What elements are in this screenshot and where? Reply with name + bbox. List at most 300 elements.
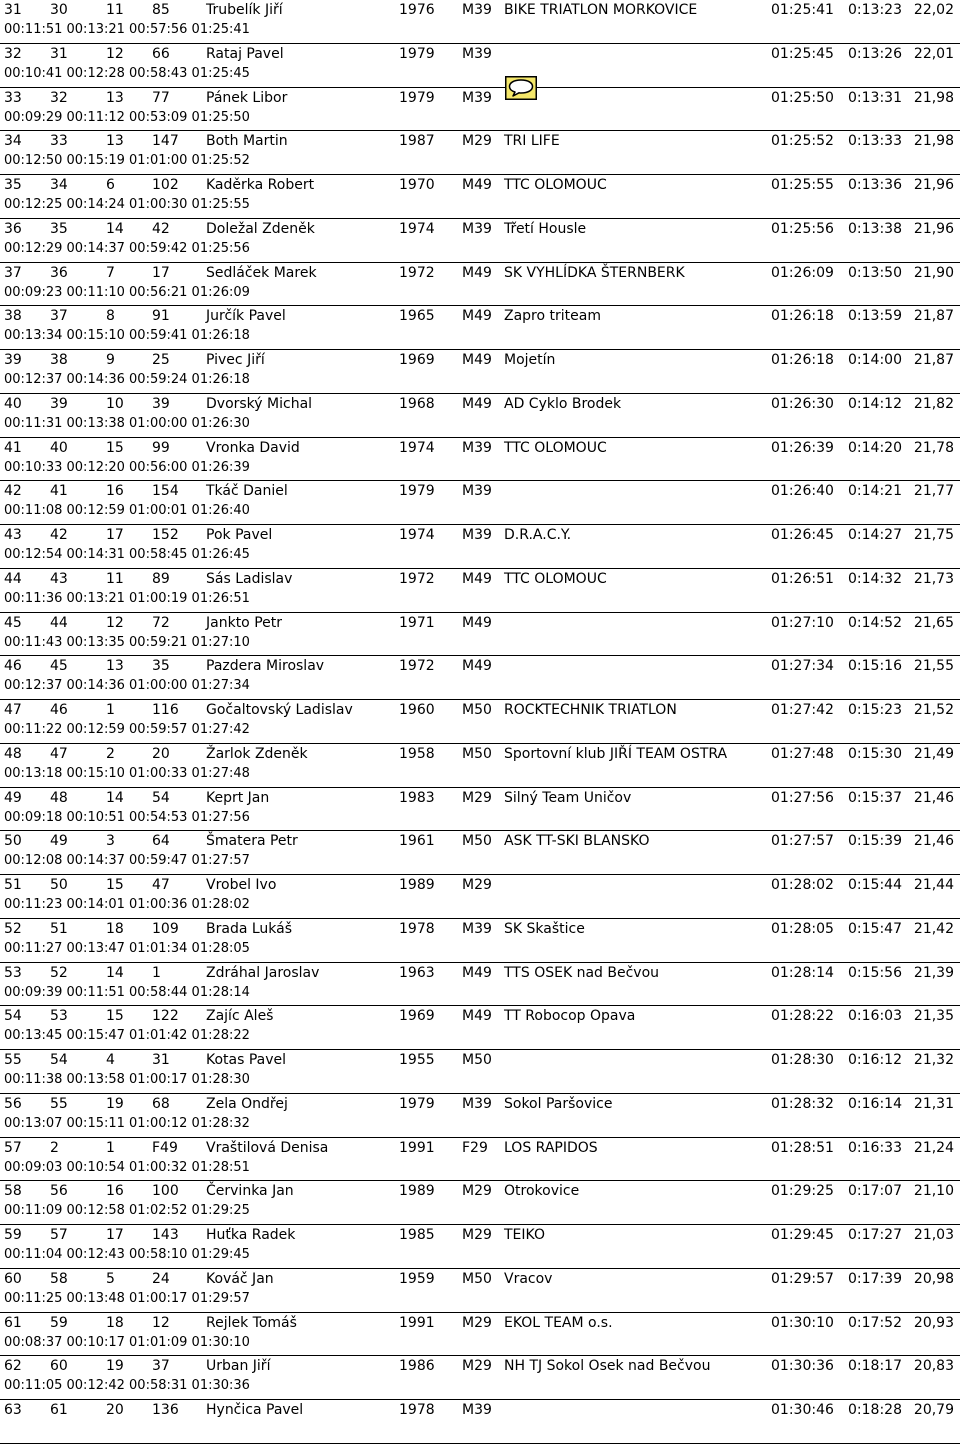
result-entry <box>0 1050 960 1094</box>
time-behind: 0:15:56 <box>848 964 902 981</box>
age-category: M29 <box>462 877 492 893</box>
overall-place: 60 <box>4 1270 22 1287</box>
gender-place: 52 <box>50 964 68 981</box>
team-name: D.R.A.C.Y. <box>504 527 572 543</box>
finish-time: 01:28:51 <box>771 1139 834 1156</box>
result-splits-line <box>0 151 960 171</box>
finish-time: 01:29:25 <box>771 1183 834 1200</box>
result-splits-line <box>0 545 960 565</box>
age-category: M49 <box>462 352 492 368</box>
finish-time: 01:27:42 <box>771 702 834 718</box>
athlete-name: Zela Ondřej <box>206 1095 288 1112</box>
athlete-name: Žarlok Zdeněk <box>206 745 308 762</box>
average-speed: 21,96 <box>913 177 954 193</box>
team-name: Otrokovice <box>504 1183 580 1200</box>
split-times: 00:12:08 00:14:37 00:59:47 01:27:57 <box>4 853 250 869</box>
birth-year: 1968 <box>399 395 435 412</box>
gender-place: 40 <box>50 439 68 456</box>
age-category: F29 <box>462 1139 488 1156</box>
result-main-line <box>0 1400 960 1420</box>
category-place: 16 <box>106 1183 124 1200</box>
result-splits-line <box>0 326 960 346</box>
gender-place: 46 <box>50 702 68 718</box>
category-place: 7 <box>106 264 115 281</box>
overall-place: 35 <box>4 177 22 193</box>
athlete-name: Rataj Pavel <box>206 45 284 62</box>
category-place: 12 <box>106 45 124 62</box>
split-times: 00:11:27 00:13:47 01:01:34 01:28:05 <box>4 940 250 956</box>
team-name: TTS OSEK nad Bečvou <box>504 964 660 981</box>
result-main-line <box>0 1050 960 1070</box>
average-speed: 21,24 <box>913 1139 954 1156</box>
average-speed: 21,46 <box>913 789 954 806</box>
result-splits-line <box>0 414 960 434</box>
birth-year: 1983 <box>399 789 435 806</box>
athlete-name: Trubelík Jiří <box>206 2 283 18</box>
finish-time: 01:26:18 <box>771 308 834 325</box>
result-splits-line <box>0 1245 960 1265</box>
gender-place: 2 <box>50 1139 59 1156</box>
time-behind: 0:15:47 <box>848 920 902 937</box>
overall-place: 42 <box>4 483 22 500</box>
athlete-name: Both Martin <box>206 133 288 150</box>
category-place: 14 <box>106 220 124 237</box>
overall-place: 53 <box>4 964 22 981</box>
birth-year: 1959 <box>399 1270 435 1287</box>
average-speed: 21,65 <box>913 614 954 631</box>
split-times: 00:10:41 00:12:28 00:58:43 01:25:45 <box>4 65 250 81</box>
result-entry <box>0 1181 960 1225</box>
age-category: M39 <box>462 920 492 937</box>
birth-year: 1979 <box>399 1095 435 1112</box>
bib-number: 147 <box>152 133 179 150</box>
split-times: 00:09:29 00:11:12 00:53:09 01:25:50 <box>4 109 250 125</box>
split-times: 00:11:43 00:13:35 00:59:21 01:27:10 <box>4 634 250 650</box>
athlete-name: Hynčica Pavel <box>206 1402 304 1418</box>
birth-year: 1974 <box>399 220 435 237</box>
age-category: M29 <box>462 1314 492 1331</box>
bib-number: 66 <box>152 45 170 62</box>
result-main-line <box>0 1313 960 1333</box>
birth-year: 1969 <box>399 352 435 368</box>
category-place: 2 <box>106 745 115 762</box>
category-place: 8 <box>106 308 115 325</box>
time-behind: 0:14:21 <box>848 483 902 500</box>
age-category: M29 <box>462 1183 492 1200</box>
split-times: 00:10:33 00:12:20 00:56:00 01:26:39 <box>4 459 250 475</box>
age-category: M39 <box>462 89 492 106</box>
split-times: 00:12:54 00:14:31 00:58:45 01:26:45 <box>4 547 250 562</box>
result-entry <box>0 700 960 744</box>
team-name: Mojetín <box>504 352 556 368</box>
result-splits-line <box>0 458 960 478</box>
gender-place: 38 <box>50 352 68 368</box>
result-splits-line <box>0 370 960 390</box>
category-place: 6 <box>106 177 115 193</box>
age-category: M39 <box>462 220 492 237</box>
result-splits-line <box>0 764 960 784</box>
age-category: M39 <box>462 439 492 456</box>
athlete-name: Gočaltovský Ladislav <box>206 702 353 718</box>
gender-place: 34 <box>50 177 68 193</box>
result-main-line <box>0 919 960 939</box>
bib-number: 143 <box>152 1227 179 1243</box>
bib-number: 37 <box>152 1358 170 1375</box>
result-splits-line <box>0 720 960 740</box>
gender-place: 44 <box>50 614 68 631</box>
athlete-name: Pazdera Miroslav <box>206 658 325 675</box>
category-place: 18 <box>106 920 124 937</box>
category-place: 17 <box>106 1227 124 1243</box>
split-times: 00:11:36 00:13:21 01:00:19 01:26:51 <box>4 590 250 606</box>
time-behind: 0:13:31 <box>848 89 902 106</box>
result-main-line <box>0 963 960 983</box>
split-times: 00:11:31 00:13:38 01:00:00 01:26:30 <box>4 415 250 431</box>
overall-place: 62 <box>4 1358 22 1375</box>
bib-number: 35 <box>152 658 170 675</box>
average-speed: 20,98 <box>913 1270 954 1287</box>
finish-time: 01:28:14 <box>771 964 834 981</box>
bib-number: 20 <box>152 745 170 762</box>
time-behind: 0:13:36 <box>848 177 902 193</box>
result-splits-line <box>0 1201 960 1221</box>
athlete-name: Šmatera Petr <box>206 833 298 850</box>
split-times: 00:13:45 00:15:47 01:01:42 01:28:22 <box>4 1028 250 1044</box>
team-name: SK VYHLÍDKA ŠTERNBERK <box>504 264 685 281</box>
gender-place: 33 <box>50 133 68 150</box>
result-entry <box>0 788 960 832</box>
result-main-line <box>0 656 960 676</box>
gender-place: 59 <box>50 1314 68 1331</box>
team-name: AD Cyklo Brodek <box>504 395 622 412</box>
birth-year: 1989 <box>399 1183 435 1200</box>
result-entry <box>0 831 960 875</box>
split-times: 00:13:18 00:15:10 01:00:33 01:27:48 <box>4 765 250 781</box>
result-entry <box>0 525 960 569</box>
overall-place: 43 <box>4 527 22 543</box>
finish-time: 01:27:48 <box>771 745 834 762</box>
athlete-name: Keprt Jan <box>206 789 270 806</box>
speech-bubble-icon[interactable] <box>505 76 537 100</box>
bib-number: 25 <box>152 352 170 368</box>
result-splits-line <box>0 1070 960 1090</box>
team-name: TTC OLOMOUC <box>504 439 607 456</box>
time-behind: 0:13:23 <box>848 2 902 18</box>
gender-place: 43 <box>50 570 68 587</box>
birth-year: 1955 <box>399 1052 435 1068</box>
birth-year: 1971 <box>399 614 435 631</box>
gender-place: 32 <box>50 89 68 106</box>
gender-place: 30 <box>50 2 68 18</box>
time-behind: 0:15:37 <box>848 789 902 806</box>
age-category: M29 <box>462 133 492 150</box>
result-splits-line <box>0 1114 960 1134</box>
result-entry <box>0 175 960 219</box>
athlete-name: Urban Jiří <box>206 1358 271 1375</box>
gender-place: 58 <box>50 1270 68 1287</box>
gender-place: 42 <box>50 527 68 543</box>
result-splits-line <box>0 633 960 653</box>
time-behind: 0:15:23 <box>848 702 902 718</box>
average-speed: 21,10 <box>913 1183 954 1200</box>
time-behind: 0:15:44 <box>848 877 902 893</box>
gender-place: 36 <box>50 264 68 281</box>
team-name: Sportovní klub JIŘÍ TEAM OSTRA <box>504 745 728 762</box>
finish-time: 01:25:45 <box>771 45 834 62</box>
overall-place: 32 <box>4 45 22 62</box>
result-splits-line <box>0 1376 960 1396</box>
result-main-line <box>0 0 960 20</box>
time-behind: 0:15:39 <box>848 833 902 850</box>
team-name: TEIKO <box>504 1227 545 1243</box>
age-category: M39 <box>462 45 492 62</box>
result-main-line <box>0 831 960 851</box>
category-place: 14 <box>106 964 124 981</box>
bib-number: 1 <box>152 964 161 981</box>
result-main-line <box>0 1006 960 1026</box>
result-entry <box>0 744 960 788</box>
finish-time: 01:26:18 <box>771 352 834 368</box>
overall-place: 36 <box>4 220 22 237</box>
birth-year: 1979 <box>399 483 435 500</box>
result-splits-line <box>0 983 960 1003</box>
split-times: 00:12:50 00:15:19 01:01:00 01:25:52 <box>4 153 250 169</box>
result-main-line <box>0 525 960 545</box>
athlete-name: Zajíc Aleš <box>206 1008 274 1025</box>
average-speed: 21,98 <box>913 133 954 150</box>
average-speed: 21,90 <box>913 264 954 281</box>
overall-place: 47 <box>4 702 22 718</box>
average-speed: 20,79 <box>913 1402 954 1418</box>
birth-year: 1972 <box>399 570 435 587</box>
category-place: 4 <box>106 1052 115 1068</box>
time-behind: 0:14:00 <box>848 352 902 368</box>
result-entry <box>0 481 960 525</box>
athlete-name: Pánek Libor <box>206 89 288 106</box>
result-main-line <box>0 263 960 283</box>
age-category: M39 <box>462 527 492 543</box>
result-main-line <box>0 788 960 808</box>
age-category: M49 <box>462 658 492 675</box>
bib-number: 17 <box>152 264 170 281</box>
result-splits-line <box>0 1420 960 1440</box>
average-speed: 22,01 <box>913 45 954 62</box>
team-name: Sokol Paršovice <box>504 1095 613 1112</box>
gender-place: 56 <box>50 1183 68 1200</box>
age-category: M50 <box>462 833 492 850</box>
result-splits-line <box>0 501 960 521</box>
split-times: 00:09:39 00:11:51 00:58:44 01:28:14 <box>4 984 250 1000</box>
time-behind: 0:17:27 <box>848 1227 902 1243</box>
category-place: 20 <box>106 1402 124 1418</box>
result-main-line <box>0 306 960 326</box>
time-behind: 0:16:03 <box>848 1008 902 1025</box>
age-category: M50 <box>462 702 492 718</box>
overall-place: 48 <box>4 745 22 762</box>
result-entry <box>0 263 960 307</box>
overall-place: 46 <box>4 658 22 675</box>
athlete-name: Kováč Jan <box>206 1270 274 1287</box>
overall-place: 37 <box>4 264 22 281</box>
category-place: 12 <box>106 614 124 631</box>
time-behind: 0:17:39 <box>848 1270 902 1287</box>
bib-number: 116 <box>152 702 179 718</box>
category-place: 5 <box>106 1270 115 1287</box>
category-place: 17 <box>106 527 124 543</box>
team-name: TTC OLOMOUC <box>504 570 607 587</box>
result-splits-line <box>0 64 960 84</box>
bib-number: 152 <box>152 527 179 543</box>
birth-year: 1958 <box>399 745 435 762</box>
gender-place: 47 <box>50 745 68 762</box>
result-main-line <box>0 438 960 458</box>
category-place: 15 <box>106 877 124 893</box>
category-place: 19 <box>106 1095 124 1112</box>
age-category: M29 <box>462 1358 492 1375</box>
result-splits-line <box>0 1333 960 1353</box>
gender-place: 54 <box>50 1052 68 1068</box>
category-place: 13 <box>106 89 124 106</box>
result-main-line <box>0 394 960 414</box>
birth-year: 1974 <box>399 527 435 543</box>
age-category: M49 <box>462 264 492 281</box>
result-main-line <box>0 1356 960 1376</box>
gender-place: 55 <box>50 1095 68 1112</box>
category-place: 11 <box>106 2 124 18</box>
time-behind: 0:16:33 <box>848 1139 902 1156</box>
athlete-name: Pok Pavel <box>206 527 273 543</box>
age-category: M49 <box>462 1008 492 1025</box>
time-behind: 0:17:07 <box>848 1183 902 1200</box>
bib-number: 31 <box>152 1052 170 1068</box>
split-times: 00:11:23 00:14:01 01:00:36 01:28:02 <box>4 897 250 912</box>
time-behind: 0:13:26 <box>848 45 902 62</box>
finish-time: 01:29:57 <box>771 1270 834 1287</box>
bib-number: 47 <box>152 877 170 893</box>
result-splits-line <box>0 108 960 128</box>
split-times: 00:11:51 00:13:21 00:57:56 01:25:41 <box>4 22 250 37</box>
result-splits-line <box>0 283 960 303</box>
age-category: M50 <box>462 745 492 762</box>
split-times: 00:09:23 00:11:10 00:56:21 01:26:09 <box>4 284 250 300</box>
gender-place: 48 <box>50 789 68 806</box>
average-speed: 21,32 <box>913 1052 954 1068</box>
time-behind: 0:13:33 <box>848 133 902 150</box>
time-behind: 0:14:52 <box>848 614 902 631</box>
split-times: 00:13:07 00:15:11 01:00:12 01:28:32 <box>4 1115 250 1131</box>
gender-place: 31 <box>50 45 68 62</box>
result-entry <box>0 1006 960 1050</box>
time-behind: 0:17:52 <box>848 1314 902 1331</box>
athlete-name: Rejlek Tomáš <box>206 1314 297 1331</box>
finish-time: 01:28:02 <box>771 877 834 893</box>
category-place: 1 <box>106 1139 115 1156</box>
average-speed: 21,78 <box>913 439 954 456</box>
average-speed: 21,42 <box>913 920 954 937</box>
team-name: BIKE TRIATLON MORKOVICE <box>504 2 698 18</box>
birth-year: 1987 <box>399 133 435 150</box>
split-times: 00:12:29 00:14:37 00:59:42 01:25:56 <box>4 240 250 256</box>
gender-place: 53 <box>50 1008 68 1025</box>
bib-number: 122 <box>152 1008 179 1025</box>
bib-number: 68 <box>152 1095 170 1112</box>
result-entry <box>0 88 960 132</box>
age-category: M50 <box>462 1052 492 1068</box>
split-times: 00:11:04 00:12:43 00:58:10 01:29:45 <box>4 1247 250 1262</box>
split-times: 00:12:37 00:14:36 01:00:00 01:27:34 <box>4 678 250 694</box>
result-entry <box>0 1313 960 1357</box>
split-times: 00:08:37 00:10:17 01:01:09 01:30:10 <box>4 1334 250 1350</box>
bib-number: 12 <box>152 1314 170 1331</box>
average-speed: 21,87 <box>913 352 954 368</box>
average-speed: 21,46 <box>913 833 954 850</box>
time-behind: 0:18:28 <box>848 1402 902 1418</box>
age-category: M49 <box>462 964 492 981</box>
split-times: 00:11:05 00:12:42 00:58:31 01:30:36 <box>4 1378 250 1394</box>
team-name: ROCKTECHNIK TRIATLON <box>504 702 677 718</box>
athlete-name: Jurčík Pavel <box>206 308 286 325</box>
gender-place: 60 <box>50 1358 68 1375</box>
time-behind: 0:15:30 <box>848 745 902 762</box>
result-main-line <box>0 744 960 764</box>
athlete-name: Jankto Petr <box>206 614 282 631</box>
finish-time: 01:26:30 <box>771 395 834 412</box>
average-speed: 21,39 <box>913 964 954 981</box>
category-place: 13 <box>106 658 124 675</box>
athlete-name: Brada Lukáš <box>206 920 293 937</box>
athlete-name: Kaděrka Robert <box>206 177 315 193</box>
bib-number: 100 <box>152 1183 179 1200</box>
average-speed: 21,87 <box>913 308 954 325</box>
time-behind: 0:13:38 <box>848 220 902 237</box>
age-category: M39 <box>462 1095 492 1112</box>
team-name: SK Skaštice <box>504 920 585 937</box>
finish-time: 01:26:39 <box>771 439 834 456</box>
finish-time: 01:28:30 <box>771 1052 834 1068</box>
gender-place: 50 <box>50 877 68 893</box>
age-category: M49 <box>462 308 492 325</box>
result-entry <box>0 350 960 394</box>
split-times: 00:12:25 00:14:24 01:00:30 01:25:55 <box>4 197 250 212</box>
bib-number: 85 <box>152 2 170 18</box>
bib-number: F49 <box>152 1139 178 1156</box>
category-place: 1 <box>106 702 115 718</box>
age-category: M29 <box>462 789 492 806</box>
time-behind: 0:13:59 <box>848 308 902 325</box>
average-speed: 21,52 <box>913 702 954 718</box>
bib-number: 24 <box>152 1270 170 1287</box>
team-name: TTC OLOMOUC <box>504 177 607 193</box>
bib-number: 136 <box>152 1402 179 1418</box>
split-times: 00:11:08 00:12:59 01:00:01 01:26:40 <box>4 503 250 519</box>
result-entry <box>0 919 960 963</box>
athlete-name: Zdráhal Jaroslav <box>206 964 320 981</box>
bib-number: 39 <box>152 395 170 412</box>
birth-year: 1960 <box>399 702 435 718</box>
average-speed: 21,44 <box>913 877 954 893</box>
result-main-line <box>0 700 960 720</box>
result-splits-line <box>0 195 960 215</box>
gender-place: 51 <box>50 920 68 937</box>
athlete-name: Dvorský Michal <box>206 395 313 412</box>
average-speed: 21,35 <box>913 1008 954 1025</box>
birth-year: 1991 <box>399 1314 435 1331</box>
result-main-line <box>0 1225 960 1245</box>
gender-place: 41 <box>50 483 68 500</box>
time-behind: 0:14:32 <box>848 570 902 587</box>
result-entry <box>0 1094 960 1138</box>
age-category: M49 <box>462 177 492 193</box>
